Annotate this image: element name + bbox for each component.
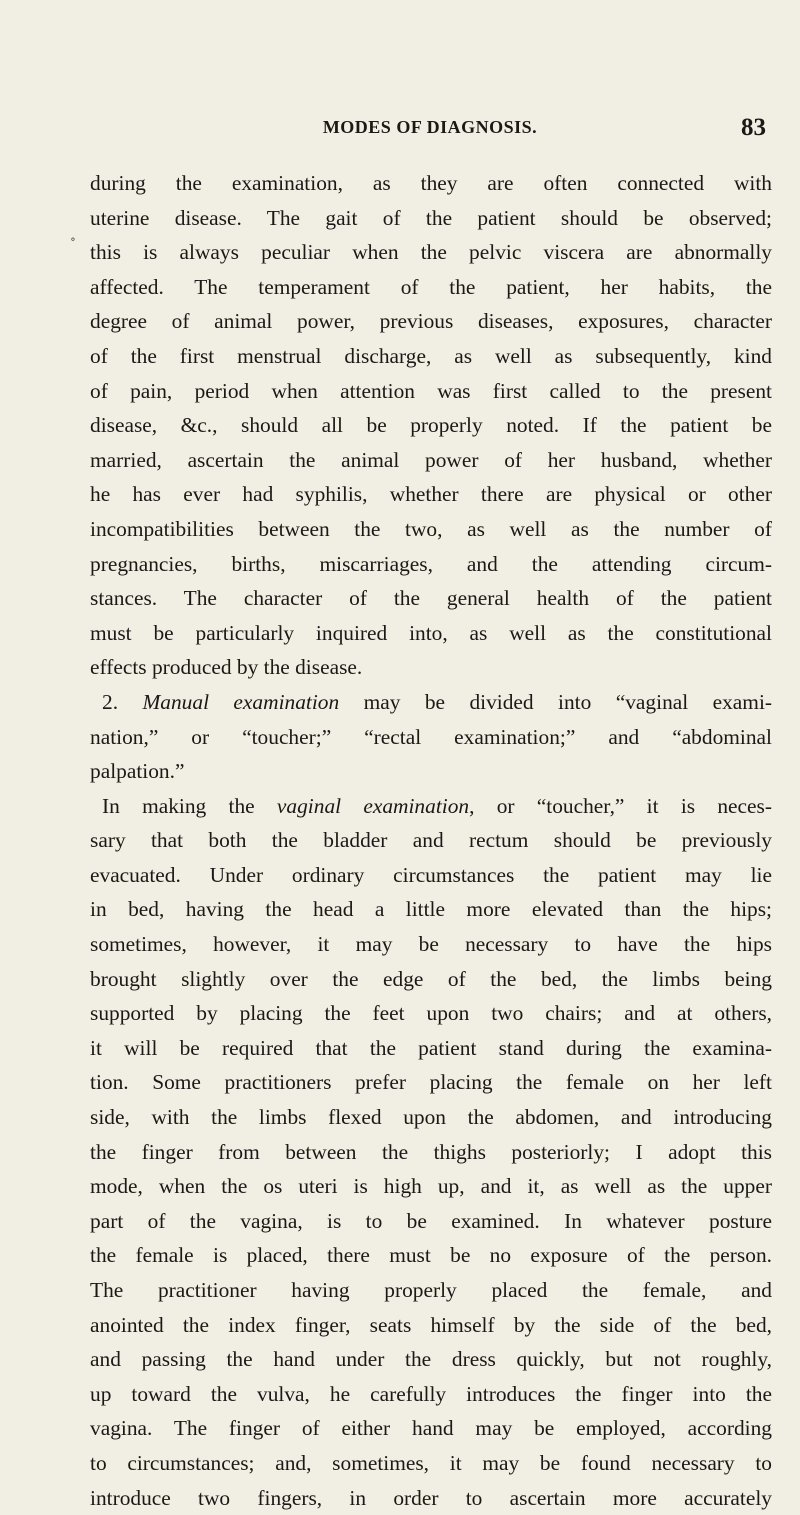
- text-line: affected. The temperament of the patient, her habits, the: [90, 274, 772, 299]
- text-line: tion. Some practitioners prefer placing the female on her left: [90, 1070, 772, 1095]
- text-line: stances. The character of the general health of the patient: [90, 586, 772, 611]
- text-line: it will be required that the patient stand during the examina-: [90, 1035, 772, 1060]
- text-line: side, with the limbs flexed upon the abdomen, and introducing: [90, 1105, 772, 1130]
- text-line: the finger from between the thighs posteriorly; I adopt this: [90, 1139, 772, 1164]
- text-line: to circumstances; and, sometimes, it may be found necessary to: [90, 1450, 772, 1475]
- text-line: and passing the hand under the dress quickly, but not roughly,: [90, 1347, 772, 1372]
- text-line: married, ascertain the animal power of her husband, whether: [90, 447, 772, 472]
- text-line: anointed the index finger, seats himself by the side of the bed,: [90, 1312, 772, 1337]
- body-text: [90, 166, 772, 1515]
- text-line: incompatibilities between the two, as well as the number of: [90, 516, 772, 541]
- text-line: 2. Manual examination may be divided into “vaginal exami-: [102, 689, 773, 714]
- text-line: in bed, having the head a little more elevated than the hips;: [90, 897, 772, 922]
- text-line: supported by placing the feet upon two chairs; and at others,: [90, 1001, 772, 1026]
- text-line: sary that both the bladder and rectum should be previously: [90, 828, 772, 853]
- text-line: evacuated. Under ordinary circumstances the patient may lie: [90, 862, 772, 887]
- text-line: sometimes, however, it may be necessary to have the hips: [90, 932, 772, 957]
- running-head: [90, 114, 770, 147]
- text-line: The practitioner having properly placed the female, and: [90, 1278, 772, 1302]
- running-title: MODES OF DIAGNOSIS.: [322, 117, 538, 137]
- print-speck: ∘: [70, 232, 76, 246]
- text-line: part of the vagina, is to be examined. In whatever posture: [90, 1208, 772, 1233]
- text-line: In making the vaginal examination, or “toucher,” it is neces-: [102, 793, 772, 818]
- text-line: mode, when the os uteri is high up, and it, as well as the upper: [90, 1174, 772, 1199]
- text-line: effects produced by the disease.: [90, 655, 363, 680]
- text-line: nation,” or “toucher;” “rectal examination;” and “abdominal: [90, 724, 772, 749]
- text-line: he has ever had syphilis, whether there are physical or other: [90, 482, 772, 507]
- text-line: this is always peculiar when the pelvic viscera are abnormally: [90, 240, 772, 265]
- text-line: of pain, period when attention was first called to the present: [90, 378, 772, 403]
- text-line: vagina. The finger of either hand may be employed, according: [90, 1416, 772, 1441]
- text-line: the female is placed, there must be no exposure of the person.: [90, 1243, 772, 1268]
- text-line: of the first menstrual discharge, as well as subsequently, kind: [90, 343, 772, 368]
- text-line: palpation.”: [90, 759, 185, 784]
- text-line: must be particularly inquired into, as well as the constitutional: [90, 620, 772, 645]
- text-line: disease, &c., should all be properly noted. If the patient be: [90, 413, 772, 438]
- text-line: during the examination, as they are often connected with: [90, 171, 772, 195]
- page-number: 83: [741, 114, 766, 141]
- emphasis: Manual examination: [142, 689, 340, 714]
- text-line: pregnancies, births, miscarriages, and the attending circum-: [90, 551, 772, 576]
- text-line: up toward the vulva, he carefully introduces the finger into the: [90, 1381, 772, 1406]
- text-line: uterine disease. The gait of the patient should be observed;: [90, 205, 772, 230]
- emphasis: vaginal examination: [276, 793, 470, 818]
- text-line: degree of animal power, previous diseases, exposures, character: [90, 309, 772, 334]
- text-line: introduce two fingers, in order to ascertain more accurately: [90, 1485, 772, 1510]
- text-line: brought slightly over the edge of the bed, the limbs being: [90, 966, 772, 991]
